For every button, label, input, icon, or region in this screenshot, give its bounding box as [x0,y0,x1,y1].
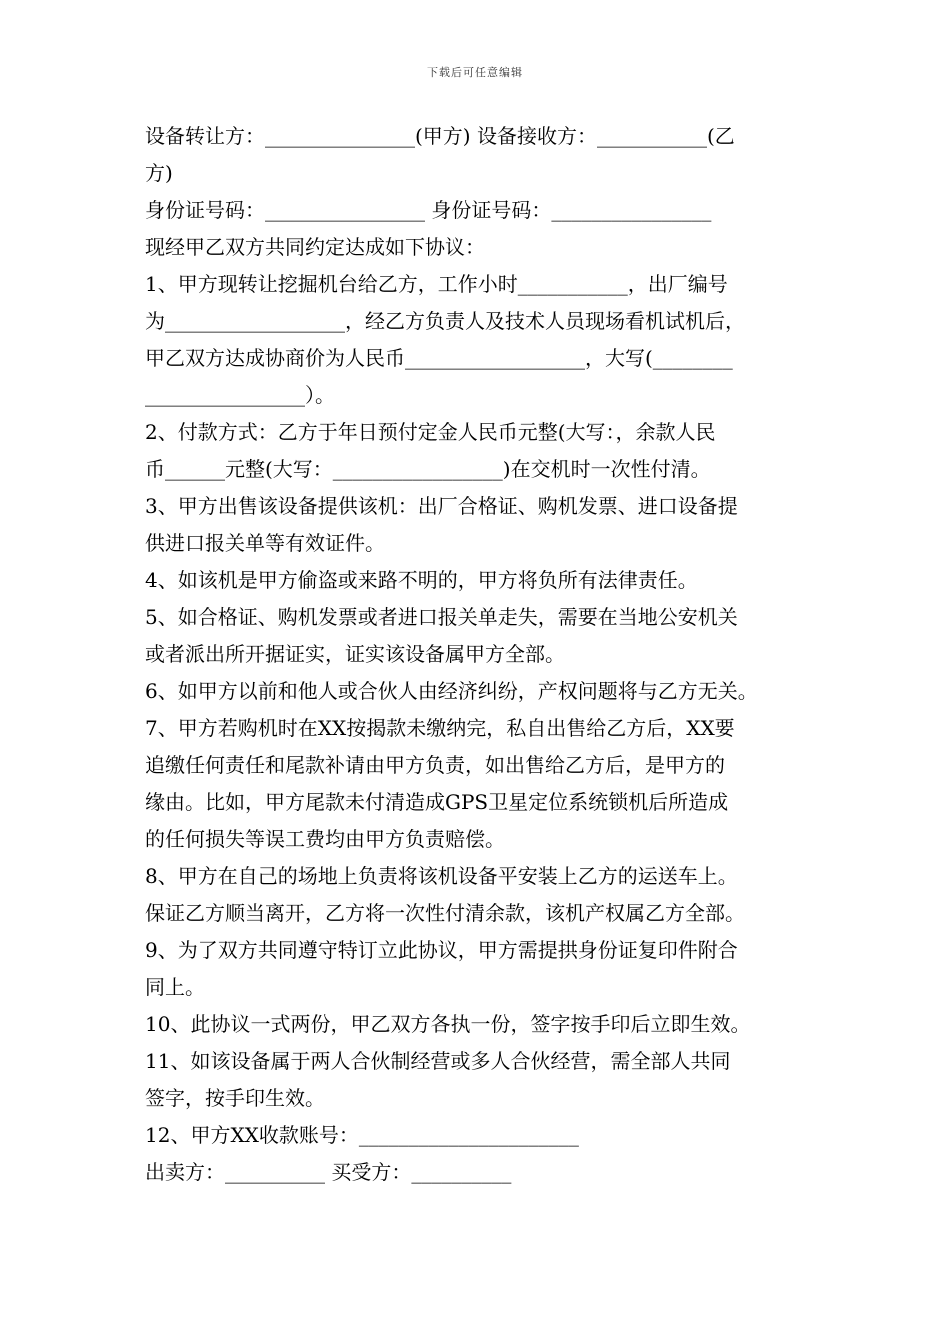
contract-line: 的任何损失等误工费均由甲方负责赔偿。 [145,827,505,851]
contract-line: 现经甲乙双方共同约定达成如下协议： [145,235,485,259]
contract-line: ________________）。 [145,383,335,407]
contract-line: 2、付款方式：乙方于年日预付定金人民币元整(大写：，余款人民 [145,420,716,444]
contract-line: 7、甲方若购机时在XX按揭款未缴纳完，私自出售给乙方后，XX要 [145,716,735,740]
contract-line: 1、甲方现转让挖掘机台给乙方，工作小时___________，出厂编号 [145,272,728,296]
contract-line: 设备转让方：_______________(甲方) 设备接收方：___________(乙 [145,124,735,148]
contract-line: 9、为了双方共同遵守特订立此协议，甲方需提拱身份证复印件附合 [145,938,738,962]
contract-line: 身份证号码：________________ 身份证号码：________________ [145,198,712,222]
contract-line: 12、甲方XX收款账号：______________________ [145,1123,579,1147]
contract-line: 6、如甲方以前和他人或合伙人由经济纠纷，产权问题将与乙方无关。 [145,679,758,703]
contract-line: 11、如该设备属于两人合伙制经营或多人合伙经营，需全部人共同 [145,1049,731,1073]
contract-body [145,118,810,1191]
contract-line: 为__________________，经乙方负责人及技术人员现场看机试机后， [145,309,745,333]
contract-line: 或者派出所开据证实，证实该设备属甲方全部。 [145,642,565,666]
contract-line: 追缴任何责任和尾款补请由甲方负责，如出售给乙方后，是甲方的 [145,753,725,777]
contract-line: 保证乙方顺当离开，乙方将一次性付清余款，该机产权属乙方全部。 [145,901,745,925]
page-header-note: 下载后可任意编辑 [427,66,523,79]
contract-line: 10、此协议一式两份，甲乙双方各执一份，签字按手印后立即生效。 [145,1012,751,1036]
contract-line: 供进口报关单等有效证件。 [145,531,385,555]
contract-line: 签字，按手印生效。 [145,1086,325,1110]
contract-line: 缘由。比如，甲方尾款未付清造成GPS卫星定位系统锁机后所造成 [145,790,729,814]
contract-line: 甲乙双方达成协商价为人民币__________________，大写(________ [145,346,733,370]
contract-line: 4、如该机是甲方偷盗或来路不明的，甲方将负所有法律责任。 [145,568,698,592]
contract-line: 同上。 [145,975,205,999]
contract-line: 方) [145,161,173,185]
contract-line: 8、甲方在自己的场地上负责将该机设备平安装上乙方的运送车上。 [145,864,738,888]
contract-line: 出卖方：__________ 买受方：__________ [145,1160,512,1184]
contract-line: 3、甲方出售该设备提供该机：出厂合格证、购机发票、进口设备提 [145,494,738,518]
contract-line: 币______元整(大写：_________________)在交机时一次性付清。 [145,457,711,481]
contract-line: 5、如合格证、购机发票或者进口报关单走失，需要在当地公安机关 [145,605,738,629]
